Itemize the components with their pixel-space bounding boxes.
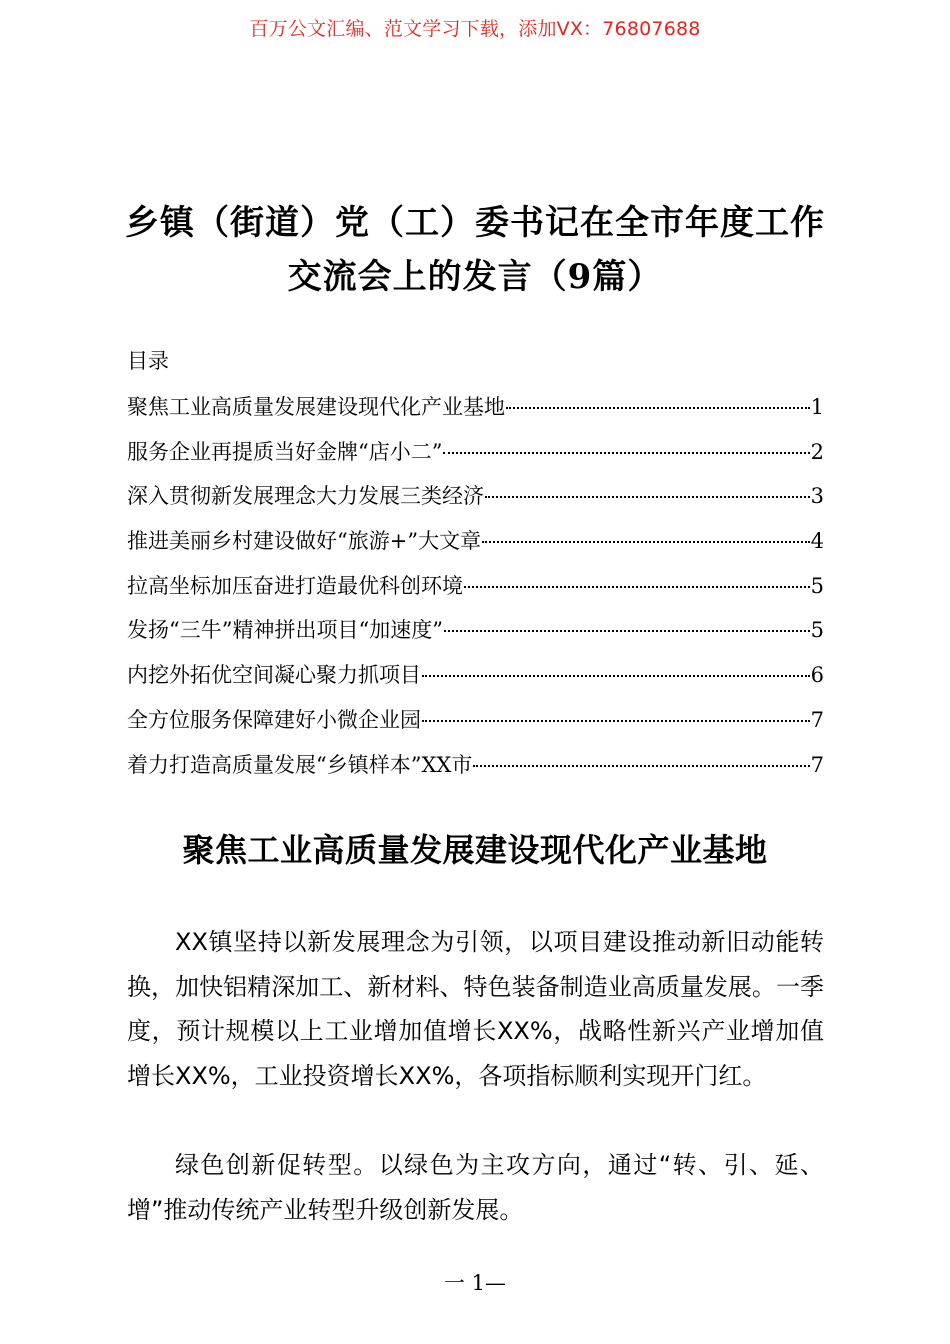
toc-leader-dots: [422, 674, 810, 677]
toc-item[interactable]: [127, 430, 824, 475]
toc-leader-dots: [482, 540, 810, 543]
watermark-banner: 百万公文汇编、范文学习下载，添加VX：76807688: [249, 18, 701, 40]
toc-item-page: 2: [810, 439, 824, 464]
toc-leader-dots: [444, 629, 810, 632]
toc-item-page: 3: [810, 484, 824, 509]
toc-item[interactable]: [127, 743, 824, 788]
toc-leader-dots: [464, 585, 810, 588]
toc-item-title: 内挖外拓优空间凝心聚力抓项目: [127, 663, 421, 688]
toc-item[interactable]: [127, 385, 824, 430]
toc-item[interactable]: [127, 519, 824, 564]
toc-item-page: 6: [810, 663, 824, 688]
toc-item[interactable]: [127, 474, 824, 519]
toc-item-page: 7: [810, 752, 824, 777]
toc-item-title: 发扬“三牛”精神拼出项目“加速度”: [127, 618, 443, 643]
toc-item[interactable]: [127, 698, 824, 743]
toc-item-title: 聚焦工业高质量发展建设现代化产业基地: [127, 395, 505, 419]
toc-item[interactable]: [127, 653, 824, 698]
toc-heading: 目录: [127, 349, 169, 373]
toc-leader-dots: [443, 451, 809, 454]
toc-item-page: 1: [810, 395, 824, 419]
toc-leader-dots: [473, 764, 809, 767]
toc-item-title: 服务企业再提质当好金牌“店小二”: [127, 439, 443, 464]
toc-leader-dots: [485, 495, 810, 498]
toc-item-title: 全方位服务保障建好小微企业园: [127, 707, 421, 732]
table-of-contents: [127, 385, 824, 787]
document-title: 乡镇（街道）党（工）委书记在全市年度工作交流会上的发言（9篇）: [125, 203, 825, 297]
toc-item-page: 4: [810, 529, 824, 554]
toc-item-title: 深入贯彻新发展理念大力发展三类经济: [127, 484, 484, 509]
body-paragraph: 绿色创新促转型。以绿色为主攻方向，通过“转、引、延、增”推动传统产业转型升级创新发展。: [127, 1151, 824, 1224]
toc-item[interactable]: [127, 564, 824, 609]
toc-leader-dots: [506, 406, 810, 409]
toc-item-page: 5: [810, 573, 824, 598]
toc-leader-dots: [422, 719, 810, 722]
toc-item-page: 7: [810, 707, 824, 732]
toc-item-title: 着力打造高质量发展“乡镇样本”XX市: [127, 752, 473, 777]
body-paragraph: XX镇坚持以新发展理念为引领，以项目建设推动新旧动能转换，加快铝精深加工、新材料、特色装备制造业高质量发展。一季度，预计规模以上工业增加值增长XX%，战略性新兴产业增加值增长XX%，工业投资增长XX%，各项指标顺利实现开门红。: [127, 928, 824, 1090]
toc-item[interactable]: [127, 608, 824, 653]
page-number: 一 1—: [443, 1271, 507, 1295]
toc-item-page: 5: [810, 618, 824, 643]
toc-item-title: 推进美丽乡村建设做好“旅游+”大文章: [127, 529, 482, 554]
toc-item-title: 拉高坐标加压奋进打造最优科创环境: [127, 573, 463, 598]
section-heading: 聚焦工业高质量发展建设现代化产业基地: [182, 831, 768, 869]
